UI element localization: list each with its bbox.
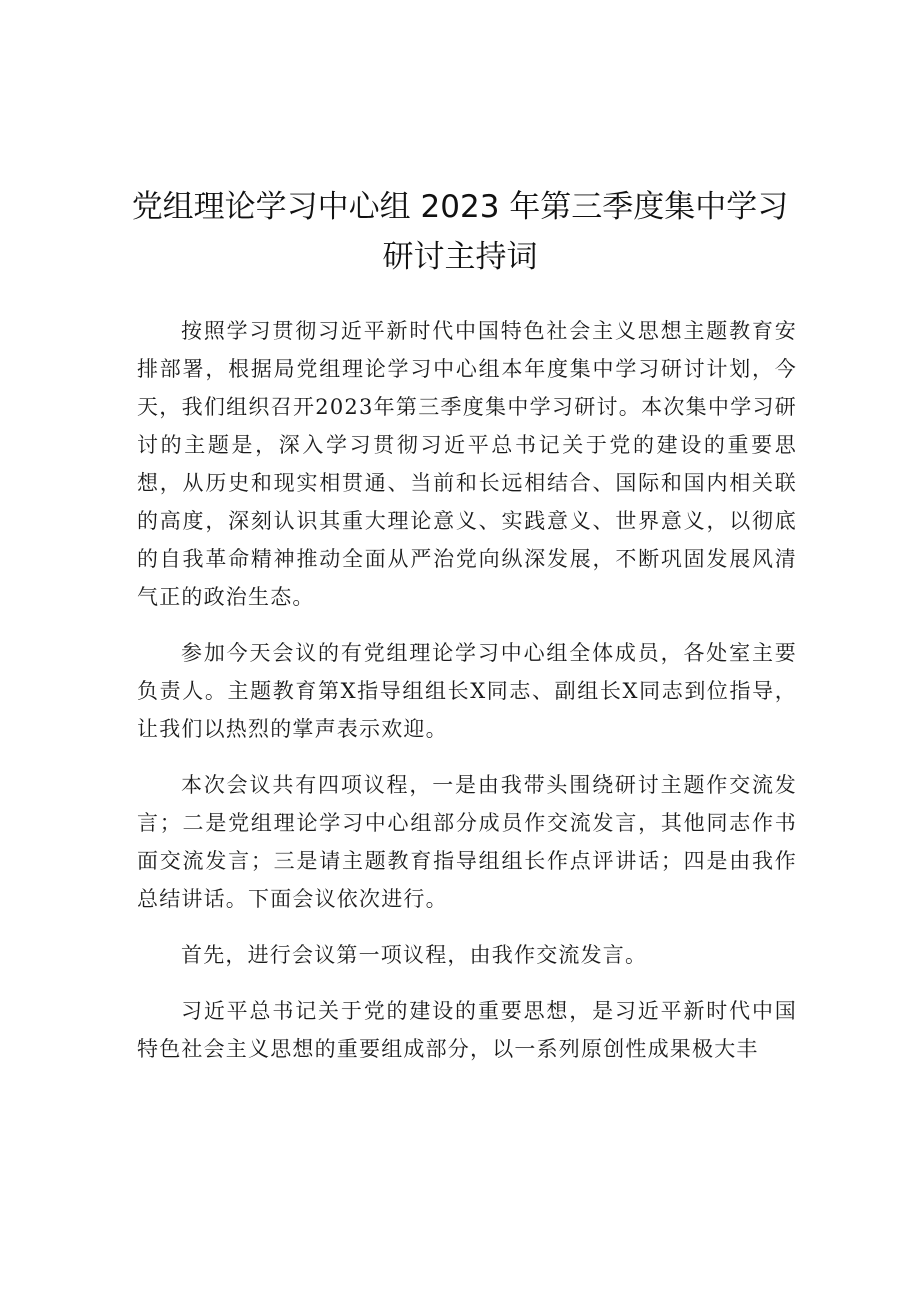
document-body xyxy=(137,312,797,1086)
document-title xyxy=(0,182,920,282)
title-line-1: 党组理论学习中心组 2023 年第三季度集中学习 xyxy=(131,189,789,225)
paragraph-agenda: 本次会议共有四项议程，一是由我带头围绕研讨主题作交流发言；二是党组理论学习中心组部分成员作交流发言，其他同志作书面交流发言；三是请主题教育指导组组长作点评讲话；四是由我作总结讲话。下面会议依次进行。 xyxy=(137,773,797,911)
paragraph-first-item: 首先，进行会议第一项议程，由我作交流发言。 xyxy=(181,943,648,967)
paragraph-speech-start: 习近平总书记关于党的建设的重要思想，是习近平新时代中国特色社会主义思想的重要组成部分，以一系列原创性成果极大丰 xyxy=(137,999,797,1061)
title-line-2: 研讨主持词 xyxy=(382,239,538,275)
paragraph-attendees: 参加今天会议的有党组理论学习中心组全体成员，各处室主要负责人。主题教育第X指导组组长X同志、副组长X同志到位指导，让我们以热烈的掌声表示欢迎。 xyxy=(137,641,797,741)
paragraph-intro: 按照学习贯彻习近平新时代中国特色社会主义思想主题教育安排部署，根据局党组理论学习中心组本年度集中学习研讨计划，今天，我们组织召开2023年第三季度集中学习研讨。本次集中学习研讨的主题是，深入学习贯彻习近平总书记关于党的建设的重要思想，从历史和现实相贯通、当前和长远相结合、国际和国内相关联的高度，深刻认识其重大理论意义、实践意义、世界意义，以彻底的自我革命精神推动全面从严治党向纵深发展，不断巩固发展风清气正的政治生态。 xyxy=(137,319,797,609)
